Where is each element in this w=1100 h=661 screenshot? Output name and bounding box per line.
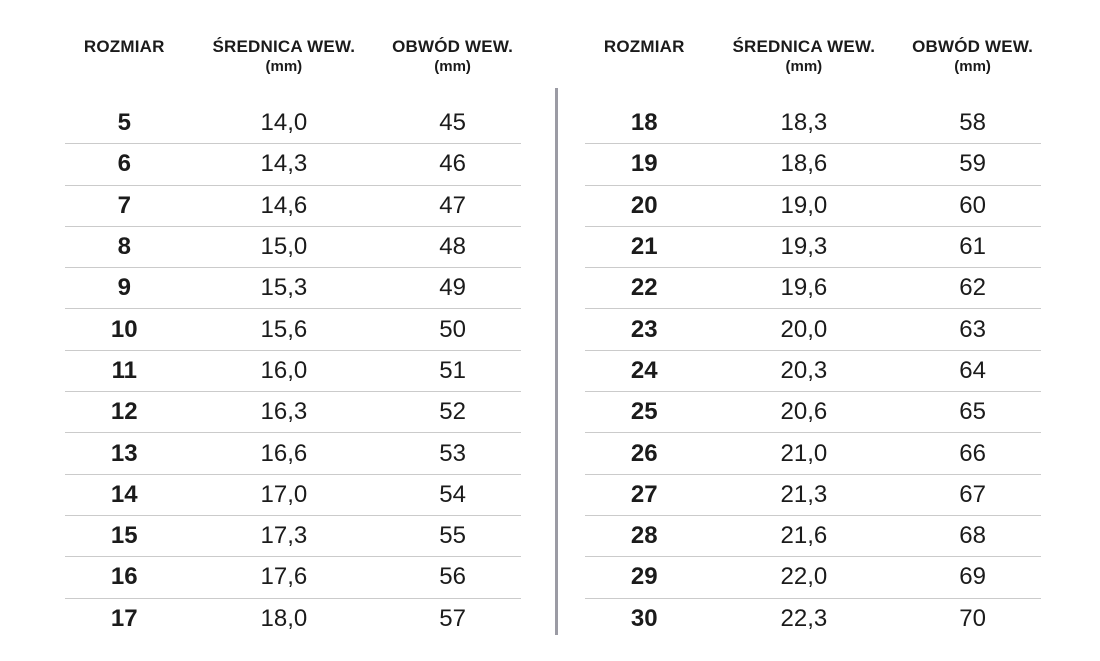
diameter-value: 21,3	[780, 480, 828, 508]
diameter-value: 15,6	[260, 315, 308, 343]
size-value: 22	[630, 274, 658, 302]
table-header-row	[585, 28, 1041, 103]
column-header-label: ROZMIAR	[83, 37, 165, 56]
table-row	[65, 392, 521, 433]
size-value: 17	[110, 604, 138, 632]
ring-size-table-right	[585, 28, 1041, 639]
table-row	[65, 557, 521, 598]
size-value: 19	[630, 150, 658, 178]
column-header-unit: (mm)	[265, 58, 303, 75]
table-row	[65, 433, 521, 474]
circumference-value: 54	[439, 480, 466, 508]
size-value: 29	[630, 563, 658, 591]
column-header-unit: (mm)	[954, 58, 991, 75]
circumference-value: 60	[959, 191, 986, 219]
diameter-value: 16,6	[260, 439, 308, 467]
column-header-obwod-wew	[384, 28, 521, 103]
diameter-value: 20,6	[780, 398, 828, 426]
diameter-value: 20,0	[780, 315, 828, 343]
circumference-value: 52	[439, 398, 466, 426]
table-row	[65, 351, 521, 392]
diameter-value: 15,3	[260, 274, 308, 302]
size-value: 24	[630, 356, 658, 384]
circumference-value: 70	[959, 604, 986, 632]
diameter-value: 16,3	[260, 398, 308, 426]
circumference-value: 49	[439, 274, 466, 302]
column-header-obwod-wew	[904, 28, 1041, 103]
table-row	[585, 557, 1041, 598]
diameter-value: 14,3	[260, 150, 308, 178]
table-row	[585, 309, 1041, 350]
diameter-value: 18,3	[780, 109, 828, 137]
table-row	[65, 475, 521, 516]
diameter-value: 19,3	[780, 233, 828, 261]
diameter-value: 15,0	[260, 233, 308, 261]
size-value: 21	[630, 233, 658, 261]
diameter-value: 20,3	[780, 356, 828, 384]
circumference-value: 46	[439, 150, 466, 178]
diameter-value: 17,3	[260, 522, 308, 550]
diameter-value: 21,0	[780, 439, 828, 467]
circumference-value: 68	[959, 522, 986, 550]
circumference-value: 64	[959, 356, 986, 384]
diameter-value: 22,0	[780, 563, 828, 591]
diameter-value: 19,0	[780, 191, 828, 219]
table-separator-line	[555, 88, 558, 635]
circumference-value: 69	[959, 563, 986, 591]
table-row	[65, 103, 521, 144]
table-row	[65, 309, 521, 350]
diameter-value: 19,6	[780, 274, 828, 302]
circumference-value: 47	[439, 191, 466, 219]
circumference-value: 58	[959, 109, 986, 137]
size-value: 12	[110, 398, 138, 426]
table-row	[585, 433, 1041, 474]
column-header-rozmiar	[65, 28, 184, 103]
column-header-srednica-wew	[704, 28, 905, 103]
table-row	[585, 351, 1041, 392]
circumference-value: 62	[959, 274, 986, 302]
diameter-value: 14,6	[260, 191, 308, 219]
circumference-value: 57	[439, 604, 466, 632]
diameter-value: 18,6	[780, 150, 828, 178]
diameter-value: 17,0	[260, 480, 308, 508]
table-row	[585, 186, 1041, 227]
circumference-value: 61	[959, 233, 986, 261]
circumference-value: 48	[439, 233, 466, 261]
table-row	[585, 103, 1041, 144]
circumference-value: 65	[959, 398, 986, 426]
size-value: 18	[630, 109, 658, 137]
table-row	[585, 599, 1041, 639]
table-row	[65, 516, 521, 557]
column-header-label: OBWÓD WEW.	[392, 37, 514, 56]
circumference-value: 55	[439, 522, 466, 550]
diameter-value: 16,0	[260, 356, 308, 384]
circumference-value: 66	[959, 439, 986, 467]
size-value: 13	[110, 439, 138, 467]
table-row	[585, 516, 1041, 557]
circumference-value: 50	[439, 315, 466, 343]
diameter-value: 21,6	[780, 522, 828, 550]
size-value: 14	[110, 480, 138, 508]
table-header-row	[65, 28, 521, 103]
table-row	[65, 144, 521, 185]
diameter-value: 14,0	[260, 109, 308, 137]
column-header-unit: (mm)	[434, 58, 471, 75]
table-row	[65, 227, 521, 268]
table-row	[65, 186, 521, 227]
size-value: 25	[630, 398, 658, 426]
table-row	[585, 268, 1041, 309]
size-value: 10	[110, 315, 138, 343]
column-header-srednica-wew	[184, 28, 385, 103]
size-value: 8	[117, 233, 131, 261]
circumference-value: 67	[959, 480, 986, 508]
column-header-label: ROZMIAR	[603, 37, 685, 56]
circumference-value: 59	[959, 150, 986, 178]
circumference-value: 45	[439, 109, 466, 137]
column-header-rozmiar	[585, 28, 704, 103]
column-header-label: ŚREDNICA WEW.	[212, 37, 356, 56]
circumference-value: 56	[439, 563, 466, 591]
size-value: 6	[117, 150, 131, 178]
size-value: 30	[630, 604, 658, 632]
circumference-value: 51	[439, 356, 466, 384]
column-header-label: ŚREDNICA WEW.	[732, 37, 876, 56]
size-value: 27	[630, 480, 658, 508]
ring-size-table-left	[65, 28, 521, 639]
diameter-value: 18,0	[260, 604, 308, 632]
diameter-value: 22,3	[780, 604, 828, 632]
table-row	[585, 144, 1041, 185]
size-value: 9	[117, 274, 131, 302]
size-value: 7	[117, 191, 131, 219]
size-value: 20	[630, 191, 658, 219]
diameter-value: 17,6	[260, 563, 308, 591]
table-row	[65, 599, 521, 639]
size-value: 16	[110, 563, 138, 591]
column-header-unit: (mm)	[785, 58, 823, 75]
circumference-value: 63	[959, 315, 986, 343]
size-value: 26	[630, 439, 658, 467]
size-value: 5	[117, 109, 131, 137]
table-row	[585, 227, 1041, 268]
table-row	[585, 392, 1041, 433]
table-row	[585, 475, 1041, 516]
size-value: 28	[630, 522, 658, 550]
circumference-value: 53	[439, 439, 466, 467]
size-value: 15	[110, 522, 138, 550]
size-value: 23	[630, 315, 658, 343]
size-value: 11	[111, 356, 137, 384]
column-header-label: OBWÓD WEW.	[912, 37, 1034, 56]
table-row	[65, 268, 521, 309]
